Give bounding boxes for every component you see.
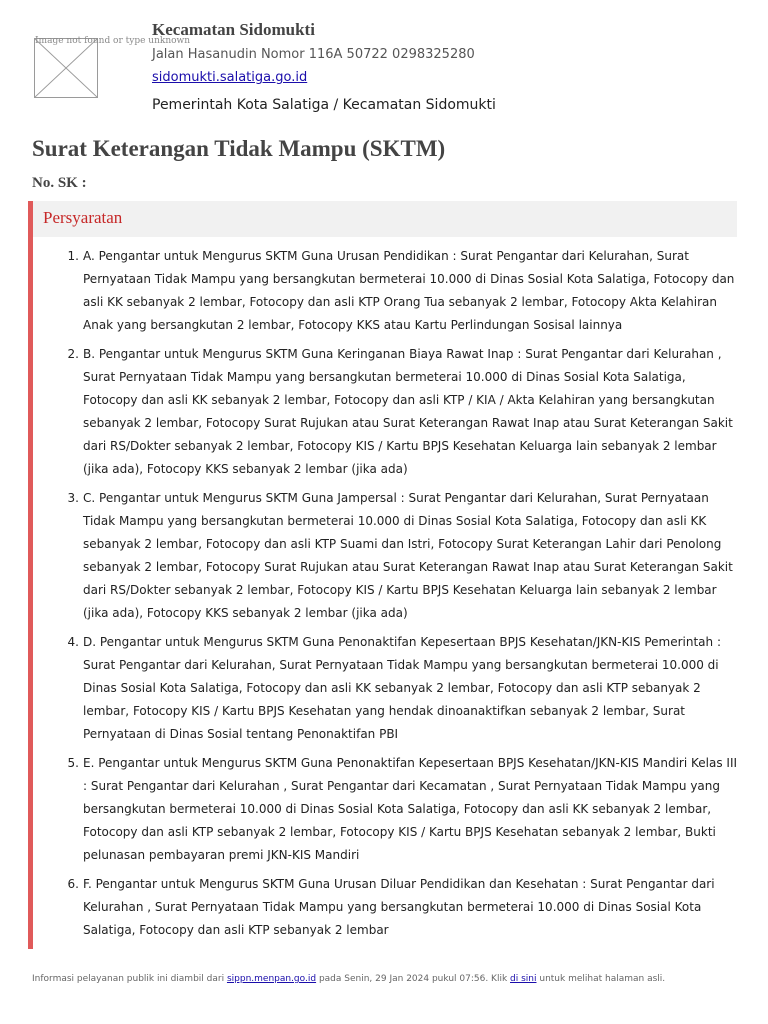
office-name: Kecamatan Sidomukti bbox=[152, 20, 315, 39]
page-title: Surat Keterangan Tidak Mampu (SKTM) bbox=[32, 136, 446, 161]
sk-number: No. SK : bbox=[32, 175, 87, 191]
office-header bbox=[32, 20, 732, 120]
footer-prefix: Informasi pelayanan publik ini diambil dari bbox=[32, 974, 225, 984]
requirements-section bbox=[28, 201, 737, 949]
list-item bbox=[67, 487, 738, 625]
footer-middle: pada Senin, 29 Jan 2024 pukul 07:56. Klik bbox=[318, 974, 508, 984]
list-item-text: B. Pengantar untuk Mengurus SKTM Guna Keringanan Biaya Rawat Inap : Surat Pengantar dari Kelurahan , Surat Pernyataan Tidak Mampu yang bersangkutan bermeterai 10.000 di Dinas Sosial Kota Salatiga, Fotocopy dan asli KK sebanyak 2 lembar, Fotocopy dan asli KTP / KIA / Akta Kelahiran yang bersangkutan sebanyak 2 lembar, Fotocopy Surat Rujukan atau Surat Keterangan Rawat Inap atau Surat Keterangan Sakit dari RS/Dokter sebanyak 2 lembar, Fotocopy KIS / Kartu BPJS Kesehatan Keluarga lain sebanyak 2 lembar (jika ada), Fotocopy KKS sebanyak 2 lembar (jika ada) bbox=[83, 347, 733, 476]
list-item-text: F. Pengantar untuk Mengurus SKTM Guna Urusan Diluar Pendidikan dan Kesehatan : Surat Pengantar dari Kelurahan , Surat Pernyataan Tidak Mampu yang bersangkutan bermeterai 10.000 di Dinas Sosial Kota Salatiga, Fotocopy dan asli KTP sebanyak 2 lembar bbox=[83, 877, 715, 937]
list-item-text: C. Pengantar untuk Mengurus SKTM Guna Jampersal : Surat Pengantar dari Kelurahan, Surat Pernyataan Tidak Mampu yang bersangkutan bermeterai 10.000 di Dinas Sosial Kota Salatiga, Fotocopy dan asli KK sebanyak 2 lembar, Fotocopy dan asli KTP Suami dan Istri, Fotocopy Surat Keterangan Lahir dari Penolong sebanyak 2 lembar, Fotocopy Surat Rujukan atau Surat Keterangan Rawat Inap atau Surat Keterangan Sakit dari RS/Dokter sebanyak 2 lembar, Fotocopy KIS / Kartu BPJS Kesehatan Keluarga lain sebanyak 2 lembar (jika ada), Fotocopy KKS sebanyak 2 lembar (jika ada) bbox=[83, 491, 733, 620]
office-website-link[interactable]: sidomukti.salatiga.go.id bbox=[152, 70, 308, 85]
list-item-number: 1. bbox=[67, 249, 79, 263]
source-footer bbox=[32, 974, 752, 984]
list-item bbox=[67, 631, 738, 746]
list-item bbox=[67, 752, 738, 867]
list-item-number: 6. bbox=[67, 877, 79, 891]
list-item bbox=[67, 343, 738, 481]
broken-image-icon bbox=[34, 36, 191, 98]
footer-suffix: untuk melihat halaman asli. bbox=[539, 974, 666, 984]
organization-path: Pemerintah Kota Salatiga / Kecamatan Sidomukti bbox=[152, 97, 496, 113]
list-item bbox=[67, 245, 738, 337]
list-item-number: 3. bbox=[67, 491, 79, 505]
requirements-list bbox=[67, 245, 738, 948]
original-page-link[interactable]: di sini bbox=[510, 974, 537, 984]
list-item-number: 2. bbox=[67, 347, 79, 361]
list-item-number: 5. bbox=[67, 756, 79, 770]
list-item-text: A. Pengantar untuk Mengurus SKTM Guna Urusan Pendidikan : Surat Pengantar dari Kelurahan, Surat Pernyataan Tidak Mampu yang bersangkutan bermeterai 10.000 di Dinas Sosial Kota Salatiga, Fotocopy dan asli KK sebanyak 2 lembar, Fotocopy dan asli KTP Orang Tua sebanyak 2 lembar, Fotocopy Akta Kelahiran Anak yang bersangkutan 2 lembar, Fotocopy KKS atau Kartu Perlindungan Sosisal lainnya bbox=[83, 249, 735, 332]
list-item bbox=[67, 873, 738, 942]
requirements-heading: Persyaratan bbox=[33, 201, 737, 237]
list-item-number: 4. bbox=[67, 635, 79, 649]
list-item-text: D. Pengantar untuk Mengurus SKTM Guna Penonaktifan Kepesertaan BPJS Kesehatan/JKN-KIS Pemerintah : Surat Pengantar dari Kelurahan, Surat Pernyataan Tidak Mampu yang bersangkutan bermeterai 10.000 di Dinas Sosial Kota Salatiga, Fotocopy dan asli KK sebanyak 2 lembar, Fotocopy dan asli KTP sebanyak 2 lembar, Fotocopy KIS / Kartu BPJS Kesehatan yang hendak dinoanaktifkan sebanyak 2 lembar, Surat Pernyataan di Dinas Sosial tentang Penonaktifan PBI bbox=[83, 635, 721, 741]
list-item-text: E. Pengantar untuk Mengurus SKTM Guna Penonaktifan Kepesertaan BPJS Kesehatan/JKN-KIS Mandiri Kelas III : Surat Pengantar dari Kelurahan , Surat Pengantar dari Kecamatan , Surat Pernyataan Tidak Mampu yang bersangkutan bermeterai 10.000 di Dinas Sosial Kota Salatiga, Fotocopy dan asli KK sebanyak 2 lembar, Fotocopy dan asli KTP sebanyak 2 lembar, Fotocopy KIS / Kartu BPJS Kesehatan sebanyak 2 lembar, Bukti pelunasan pembayaran premi JKN-KIS Mandiri bbox=[83, 756, 738, 862]
image-alt-text: Image not found or type unknown bbox=[35, 36, 191, 46]
source-link[interactable]: sippn.menpan.go.id bbox=[226, 974, 317, 984]
office-address: Jalan Hasanudin Nomor 116A 50722 0298325280 bbox=[152, 47, 475, 62]
